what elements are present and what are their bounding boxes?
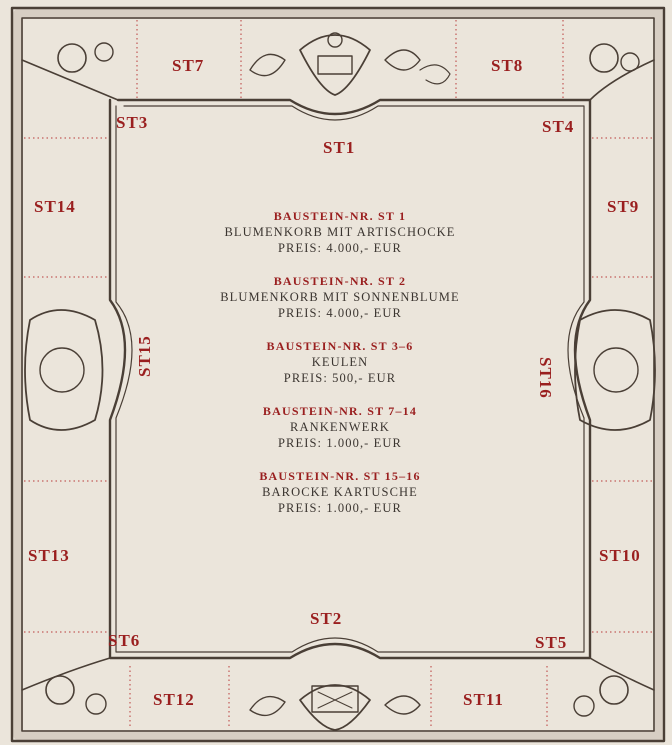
label-st4: ST4 [542, 117, 575, 136]
price-item [150, 208, 530, 256]
label-st2: ST2 [310, 609, 343, 628]
label-st16: ST16 [536, 357, 555, 399]
label-st10: ST10 [599, 546, 641, 565]
price-item [150, 468, 530, 516]
item-name: RANKENWERK [290, 420, 390, 434]
label-st7: ST7 [172, 56, 205, 75]
item-price: PREIS: 1.000,- EUR [278, 436, 402, 450]
price-item [150, 273, 530, 321]
price-list [150, 208, 530, 533]
label-st15: ST15 [135, 335, 154, 377]
label-st5: ST5 [535, 633, 568, 652]
label-st8: ST8 [491, 56, 524, 75]
label-st14: ST14 [34, 197, 76, 216]
label-st1: ST1 [323, 138, 356, 157]
item-price: PREIS: 4.000,- EUR [278, 306, 402, 320]
label-st12: ST12 [153, 690, 195, 709]
item-price: PREIS: 500,- EUR [283, 371, 397, 385]
price-item [150, 403, 530, 451]
item-number: BAUSTEIN-NR. ST 2 [273, 274, 407, 288]
item-name: BAROCKE KARTUSCHE [262, 485, 418, 499]
item-number: BAUSTEIN-NR. ST 7–14 [262, 404, 418, 418]
label-st11: ST11 [463, 690, 504, 709]
item-price: PREIS: 4.000,- EUR [278, 241, 402, 255]
label-st3: ST3 [116, 113, 149, 132]
item-number: BAUSTEIN-NR. ST 3–6 [266, 339, 414, 353]
label-st6: ST6 [108, 631, 141, 650]
item-number: BAUSTEIN-NR. ST 1 [273, 209, 407, 223]
item-price: PREIS: 1.000,- EUR [278, 501, 402, 515]
label-st13: ST13 [28, 546, 70, 565]
item-name: BLUMENKORB MIT SONNENBLUME [220, 290, 460, 304]
label-st9: ST9 [607, 197, 640, 216]
price-item [150, 338, 530, 386]
item-name: BLUMENKORB MIT ARTISCHOCKE [224, 225, 456, 239]
item-name: KEULEN [311, 355, 369, 369]
item-number: BAUSTEIN-NR. ST 15–16 [259, 469, 421, 483]
